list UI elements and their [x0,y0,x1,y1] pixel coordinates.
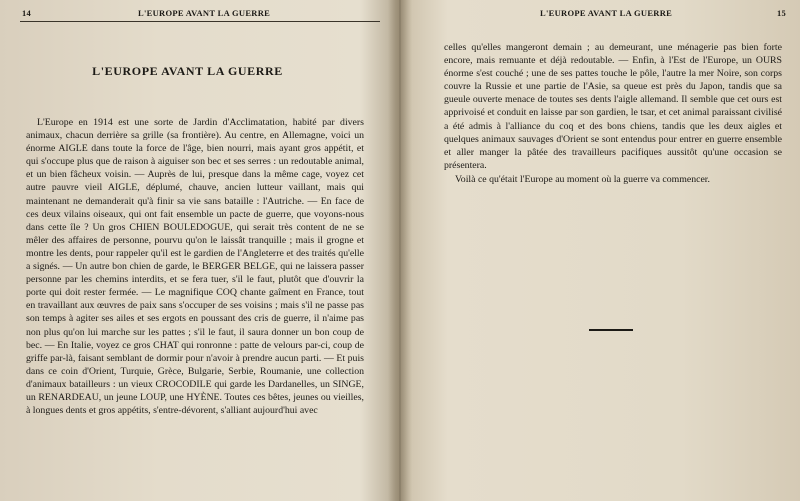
body-text [444,41,782,186]
header-rule [20,21,380,22]
page-number: 15 [777,8,787,18]
body-text: L'Europe en 1914 est une sorte de Jardin d'Acclimatation, habité par divers animaux, chacun derrière sa grille (sa frontière). Au centre, en Allemagne, voici un énorme AIGLE dans toute la force de l'âge, bien nourri, mais ayant gros appétit, et qui s'occupe plus que de raison à aiguiser son bec et ses serres : un redoutable animal, et un bien fâcheux voisin. — Auprès de lui, presque dans la même cage, voyez cet autre pauvre vieil AIGLE, déplumé, chauve, ancien lutteur vaillant, mais qui maintenant ne demanderait qu'à finir sa vie sans bataille : l'Autriche. — En face de ces deux vilains oiseaux, qui ont fait ensemble un pacte de guerre, que voyons-nous dans cette île ? Un gros CHIEN BOULEDOGUE, qui serait très content de ne se mêler des affaires de personne, pourvu qu'on le laissât tranquille ; mais il grogne et montre les dents, pour rappeler qu'il est le gardien de l'Angleterre et des traités qu'elle a signés. — Un autre bon chien de garde, le BERGER BELGE, qui ne laissera passer personne par les chemins interdits, et se fera tuer, s'il le faut, plutôt que d'ouvrir la porte qui doit rester fermée. — Le magnifique COQ chante gaîment en France, tout en travaillant aux œuvres de paix sans s'occuper de ses voisins ; mais s'il ne passe pas son temps à agiter ses ailes et ses ergots en poussant des cris de guerre, il n'aime pas non plus qu'on lui marche sur les pattes ; s'il le faut, il saura donner un bon coup de bec. — En Italie, voyez ce gros CHAT qui ronronne : patte de velours par-ci, coup de griffe par-là, faisant semblant de dormir pour n'avoir à prendre aucun parti. — Et puis dans ce coin d'Orient, Turquie, Grèce, Bulgarie, Serbie, Roumanie, une collection d'animaux batailleurs : un vieux CROCODILE qui garde les Dardanelles, un SINGE, un RENARDEAU, un jeune LOUP, une HYÈNE. Toutes ces bêtes, jeunes ou vieilles, à longues dents et gros appétits, s'entre-dévorent, s'alliant aujourd'hui avec [26,117,364,417]
chapter-title: L'EUROPE AVANT LA GUERRE [92,64,283,78]
page-number: 14 [22,8,32,18]
right-page [402,0,800,501]
section-separator [589,329,633,331]
running-head: L'EUROPE AVANT LA GUERRE [138,8,271,18]
running-head: L'EUROPE AVANT LA GUERRE [540,8,673,18]
left-page [0,0,398,501]
paragraph: celles qu'elles mangeront demain ; au demeurant, une ménagerie pas bien forte encore, mais remuante et déjà redoutable. — Enfin, à l'Est de l'Europe, un OURS énorme s'est couché ; une de ses pattes touche le pôle, l'autre la mer Noire, son corps couvre la Russie et une partie de l'Asie, sa queue est près du Japon, tandis que sa gueule ouverte menace de toutes ses dents l'aigle allemand. Il semble que cet ours est apprivoisé et conduit en laisse par son gardien, le tsar, et cet animal paraissant civilisé a été admis à l'alliance du coq et des bons chiens, tandis que les deux aigles et quelques animaux sauvages d'Orient se sont entendus pour entrer en guerre ensemble et aller manger la pâtée des travailleurs pacifiques aussitôt qu'une occasion se présentera. [444,42,782,171]
paragraph: Voilà ce qu'était l'Europe au moment où la guerre va commencer. [455,173,710,185]
